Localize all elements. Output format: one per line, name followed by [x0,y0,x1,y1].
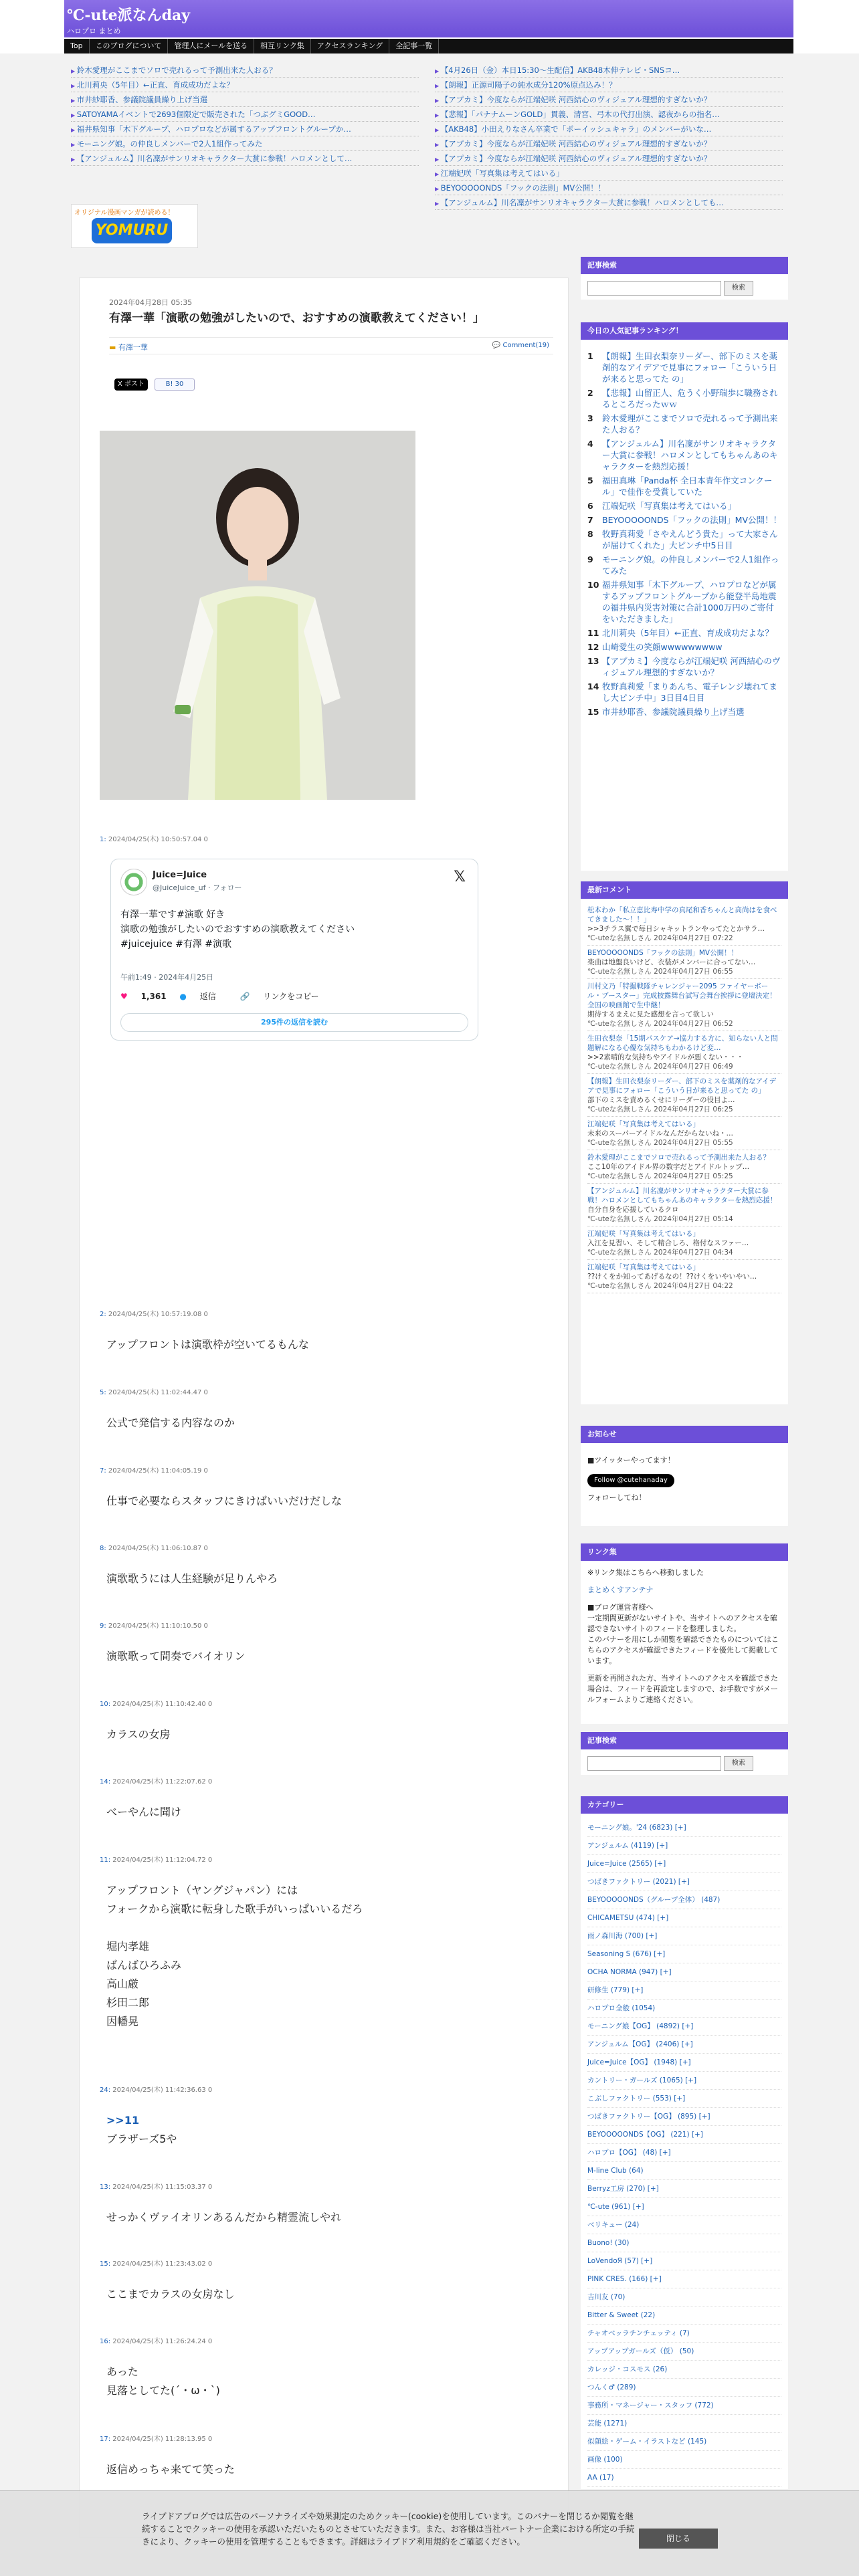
category-item[interactable] [587,2487,781,2489]
category-item[interactable]: Juice=Juice (2565) [+] [587,1855,781,1873]
nav-about[interactable]: このブログについて [90,39,169,53]
recent-comment-item[interactable]: 【アンジュルム】川名凜がサンリオキャラクター大賞に参戦！ハロメンとしてもちゃんあのキャラクターを熱烈応援！ 自分自身を応援しているクロ ℃-uteな名無しさん 2024年04月27日 05:14 [587,1186,781,1226]
hatena-bookmark-button[interactable]: B! 30 [155,379,195,391]
folder-icon: ▬ [109,343,116,352]
site-subtitle: ハロプロ まとめ [67,27,121,35]
category-item[interactable]: LoVendoЯ (57) [+] [587,2252,781,2270]
recent-comment-item[interactable]: BEYOOOOONDS「フックの法則」MV公開！！ 楽曲は地盤良いけど、衣装がメンバーに合ってない… ℃-uteな名無しさん 2024年04月27日 06:55 [587,948,781,979]
right-link-list [435,63,783,210]
category-item[interactable]: アンジュルム (4119) [+] [587,1837,781,1855]
comment-body: 演歌歌って間奏でバイオリン [106,1650,246,1662]
site-header [0,0,859,53]
comment-item: 24: 2024/04/25(木) 11:42:36.63 0 >>11 ブラザーズ5や [100,2084,548,2149]
comment-body: せっかくヴァイオリンあるんだから精霊流しやれ [106,2211,342,2224]
sidebar-categories [581,1796,788,2489]
ranking-item[interactable]: 10 福井県知事「木下グループ、ハロプロなどが属するアップフロントグループから能登半島地震の福井県内災害対策に合計1000万円のご寄付をいただきました」 [587,580,777,624]
category-item[interactable]: CHICAMETSU (474) [+] [587,1909,781,1927]
ranking-item[interactable]: 3 鈴木愛理がここまでソロで売れるって予測出来た人おる？ [587,413,778,435]
x-post-button[interactable]: X ポスト [114,379,148,391]
recent-comment-item[interactable]: 江端妃咲「写真集は考えてはいる」 未来のスーパーアイドルなんだからないね・… ℃-uteな名無しさん 2024年04月27日 05:55 [587,1119,781,1150]
sidebar-notice [581,1426,788,1526]
article-title: 有澤一華「演歌の勉強がしたいので、おすすめの演歌教えてください！」 [109,312,484,325]
comment-item: 9: 2024/04/25(木) 11:10:10.50 0 演歌歌って間奏でバイオリン [100,1620,548,1666]
search-button[interactable]: 検索 [724,1756,753,1771]
comment-item: 5: 2024/04/25(木) 11:02:44.47 0 公式で発信する内容なのか [100,1386,548,1432]
comment-item: 8: 2024/04/25(木) 11:06:10.87 0 演歌歌うには人生経験が足りんやろ [100,1542,548,1588]
sidebar-heading: 記事検索 [581,1732,788,1749]
recent-comment-item[interactable]: 生田衣梨奈「15期パスケア→協力する方に、知らない人と問題解になる心優な気持ちもわかるけど変… >>2素晴的な気持ちやアイドルが悪くない・・・ ℃-uteな名無しさん 2024年04月27日 06:49 [587,1034,781,1074]
comment-body: アップフロント（ヤングジャパン）には フォークから演歌に転身した歌手がいっぱいいるだろ 堀内孝雄 ばんばひろふみ 高山厳 杉田二郎 因幡晃 [106,1884,363,2028]
link-item[interactable]: ▶ 【アプカミ】今度ならが江端妃咲 河西結心のヴィジュアル理想的すぎないか？ [435,151,783,166]
link-item[interactable]: ▶ BEYOOOOONDS「フックの法則」MV公開！！ [435,181,783,195]
comment-item: 10: 2024/04/25(木) 11:10:42.40 0 カラスの女房 [100,1698,548,1744]
link-item[interactable]: ▶ モーニング娘。の仲良しメンバーで2人1組作ってみた [71,136,419,151]
comment-icon: 💬 [492,342,501,349]
comment-item: 15: 2024/04/25(木) 11:23:43.02 0 ここまでカラスの女房なし [100,2258,548,2304]
link-item[interactable]: ▶ 【アプカミ】今度ならが江端妃咲 河西結心のヴィジュアル理想的すぎないか？ [435,136,783,151]
category-item[interactable]: Bitter & Sweet (22) [587,2306,781,2325]
ranking-item[interactable]: 13 【アプカミ】今度ならが江端妃咲 河西結心のヴィジュアル理想的すぎないか？ [587,656,781,677]
comment-body: 演歌歌うには人生経験が足りんやろ [106,1572,278,1585]
links-text: ※リンク集はこちらへ移動しました まとめくすアンテナ ■ブログ運営者様へ 一定期間更新がないサイトや、当サイトへのアクセスを確認できないサイトのフィードを整理しました。 このバナーを用にしか閲覧を確認できたものについてはこちらのアクセスが確認できたフィードを優先して掲載しています。 更新を再開された方、当サイトへのアクセスを確認できた場合は、フィードを再設定しますので、お手数ですがメールフォームよりご連絡ください。 [587,1568,779,1704]
heart-icon: ♥ [120,992,128,1001]
category-item[interactable]: BEYOOOOONDS（グループ全体） (487) [587,1891,781,1909]
ranking-item[interactable]: 5 福田真琳「Panda杯 全日本青年作文コンクール」で佳作を受賞していた [587,475,773,497]
category-item[interactable]: 研修生 (779) [+] [587,1981,781,2000]
article-category[interactable]: ▬ 有澤一華 [109,343,148,352]
ranking-item[interactable]: 8 牧野真莉愛「さやえんどう貴た」って大家さんが届けてくれた」大ピンチ中5日目 [587,529,778,550]
category-item[interactable]: Seasoning S (676) [+] [587,1945,781,1963]
link-item[interactable]: ▶ 【アプカミ】今度ならが江端妃咲 河西結心のヴィジュアル理想的すぎないか？ [435,92,783,107]
ranking-item[interactable]: 11 北川莉央（5年目）←正直、育成成功だよな？ [587,628,773,638]
link-item[interactable]: ▶ 【悲報】「パナナムーンGOLD」貫義、清宮、弓木の代打出演、認夜からの指名… [435,107,783,122]
category-item[interactable]: ハロプロ【OG】 (48) [+] [587,2144,781,2162]
category-item[interactable]: Berryz工房 (270) [+] [587,2180,781,2198]
link-item[interactable]: ▶ 北川莉央（5年目）←正直、育成成功だよな？ [71,78,419,92]
category-item[interactable]: ベリキュー (24) [587,2216,781,2234]
nav-access-ranking[interactable]: アクセスランキング [311,39,389,53]
category-item[interactable]: 似顔絵・ゲーム・イラストなど (145) [587,2433,781,2451]
recent-comment-item[interactable]: 松本わか「私立恵比寿中学の真尾和香ちゃんと高尚はを食べてきました〜！！」 >>3チラス翼で毎日シャキットランやってたとかサラ… ℃-uteな名無しさん 2024年04月27日 07:22 [587,905,781,946]
tweet-actions [120,990,468,1004]
recent-comment-item[interactable]: 江端妃咲「写真集は考えてはいる」 ??けくをか知ってあげるなの！??けくをいやいやい… ℃-uteな名無しさん 2024年04月27日 04:22 [587,1263,781,1293]
category-item[interactable]: アンジュルム【OG】 (2406) [+] [587,2036,781,2054]
left-link-list [71,63,419,166]
comment-body: あった 見落としてた(´・ω・`) [106,2365,220,2397]
search-input[interactable] [587,1756,721,1771]
sidebar-search [581,257,788,300]
comment-item [100,833,548,843]
link-item[interactable]: ▶ 【アンジュルム】川名凜がサンリオキャラクター大賞に参戦！ハロメンとしても… [435,195,783,210]
category-item[interactable]: モーニング娘。'24 (6823) [+] [587,1819,781,1837]
comment-body: べーやんに聞け [106,1806,182,1818]
comment-count-link[interactable]: 💬 Comment(19) [492,342,549,349]
search-button[interactable]: 検索 [724,281,753,296]
cookie-banner [0,2490,859,2576]
read-replies-button[interactable]: 295件の返信を読む [120,1013,468,1032]
category-item[interactable]: AA (17) [587,2469,781,2487]
category-item[interactable]: アップアップガールズ（仮） (50) [587,2343,781,2361]
link-item[interactable]: ▶ 市井紗耶香、参議院議員繰り上げ当選 [71,92,419,107]
tweet-text: 有澤一華です#演歌 好き 演歌の勉強がしたいのでおすすめの演歌教えてください #juicejuice #有澤 #演歌 [120,909,355,950]
category-item[interactable]: つばきファクトリー (2021) [+] [587,1873,781,1891]
article-photo [100,431,415,800]
article-meta [109,337,553,354]
x-logo-icon[interactable]: 𝕏 [454,869,466,885]
recent-comment-item[interactable]: 【朗報】生田衣梨奈リーダー、部下のミスを薬剤的なアイデアで見事にフォロー「こういう日が来ると思ってた の」 部下のミスを責めるくせにリーダーの役目よ… ℃-uteな名無しさん 2024年04月27日 06:25 [587,1077,781,1117]
reply-button[interactable]: ● 返信 [179,992,216,1001]
yomuru-caption: オリジナル漫画マンガが読める！ [74,209,175,217]
ranking-item[interactable]: 12 山崎愛生の笑顔wwwwwwwww [587,642,723,652]
search-input[interactable] [587,281,721,296]
yomuru-logo: YOMURU [92,218,172,243]
top-nav [64,39,793,53]
ranking-item[interactable]: 15 市井紗耶香、参議院議員繰り上げ当選 [587,707,745,717]
comment-item: 13: 2024/04/25(木) 11:15:03.37 0 せっかくヴァイオリンあるんだから精霊流しやれ [100,2181,548,2227]
nav-mail[interactable]: 管理人にメールを送る [168,39,254,53]
yomuru-banner[interactable] [71,204,198,248]
comment-body: カラスの女房 [106,1728,171,1741]
ranking-item[interactable]: 1 【朗報】生田衣梨奈リーダー、部下のミスを薬剤的なアイデアで見事にフォロー「こういう日が来ると思ってた の」 [587,351,778,384]
recent-comment-list [587,905,781,1296]
category-item[interactable]: M-line Club (64) [587,2162,781,2180]
like-button[interactable]: ♥ 1,361 [120,992,167,1001]
comment-body: アップフロントは演歌枠が空いてるもんな [106,1338,309,1351]
comment-body: 仕事で必要ならスタッフにきけばいいだけだしな [106,1495,343,1507]
category-item[interactable]: カレッジ・コスモス (26) [587,2361,781,2379]
ranking-item[interactable]: 4 【アンジュルム】川名凜がサンリオキャラクター大賞に参戦！ハロメンとしてもちゃんあのキャラクターを熱烈応援！ [587,439,778,471]
tweet-author-name[interactable]: Juice=Juice [153,870,207,880]
cookie-text: ライブドアブログでは広告のパーソナライズや効果測定のためクッキー(cookie)を使用しています。このバナーを閉じるか閲覧を継続することでクッキーの使用を承認いただいたものとさせていただきます。また、お客様は当社パートナー企業における所定の手続きにより、クッキーの使用を管理することもできます。詳細はライブドア利用規約をご確認ください。 [142,2511,635,2547]
comment-item: 16: 2024/04/25(木) 11:26:24.24 0 あった 見落としてた(´・ω・`) [100,2335,548,2400]
tweet-embed[interactable] [110,859,478,1041]
copy-link-button[interactable]: 🔗 リンクをコピー [240,992,319,1001]
ranking-item[interactable]: 14 牧野真莉愛「まりあんち、電子レンジ壊れてまし大ピンチ中」3日目4日目 [587,681,777,703]
nav-top[interactable]: Top [64,39,90,53]
comment-item: 11: 2024/04/25(木) 11:12:04.72 0 アップフロント（ヤングジャパン）には フォークから演歌に転身した歌手がいっぱいいるだろ 堀内孝雄 ばんばひろふみ 高山厳 杉田二郎 因幡晃 [100,1854,548,2031]
link-icon: 🔗 [240,992,250,1001]
article-container [79,278,569,2538]
sidebar-heading: お知らせ [581,1426,788,1443]
category-item[interactable]: 事務所・マネージャー・スタッフ (772) [587,2397,781,2415]
link-item[interactable]: ▶ 【アンジュルム】川名凜がサンリオキャラクター大賞に参戦！ハロメンとして… [71,151,419,166]
ranking-item[interactable]: 7 BEYOOOOONDS「フックの法則」MV公開！！ [587,515,781,525]
link-item[interactable]: ▶ 【朗報】正源司陽子の純水成分120%原点込み！？ [435,78,783,92]
category-item[interactable]: OCHA NORMA (947) [+] [587,1963,781,1981]
nav-all-articles[interactable]: 全記事一覧 [389,39,439,53]
category-item[interactable]: Juice=Juice【OG】 (1948) [+] [587,2054,781,2072]
notice-tail: フォローしてね！ [587,1493,646,1502]
ranking-item[interactable]: 2 【悲報】山留正人、危うく小野瑞歩に職務されるところだったｗｗ [587,388,778,409]
category-item[interactable]: つばきファクトリー【OG】 (895) [+] [587,2108,781,2126]
link-item[interactable]: ▶ 【AKB48】小田えりなさん卒業で「ポーイッシュキャラ」のメンバーがいな… [435,122,783,136]
sidebar-heading: 記事検索 [581,257,788,274]
sidebar-heading: 今日の人気記事ランキング！ [581,322,788,340]
category-item[interactable]: 画像 (100) [587,2451,781,2469]
category-item[interactable]: BEYOOOOONDS【OG】 (221) [+] [587,2126,781,2144]
recent-comment-item[interactable]: 江端妃咲「写真集は考えてはいる」 入江を見習い、そして精合しろ、格付なスファー… ℃-uteな名無しさん 2024年04月27日 04:34 [587,1229,781,1260]
comment-body: ここまでカラスの女房なし [106,2288,235,2300]
portrait-illustration [100,431,415,800]
sidebar-links [581,1543,788,1724]
tweet-timestamp[interactable]: 午前1:49 · 2024年4月25日 [120,973,214,982]
nav-links[interactable]: 相互リンク集 [254,39,311,53]
ranking-item[interactable]: 6 江端妃咲「写真集は考えてはいる」 [587,501,737,511]
recent-comment-item[interactable]: 川村文乃「特撮戦隊チャレンジャー2095 ファイヤーボール・ブースター」完成披露舞台試写会舞台挨拶に登壇決定！全国の映画館で生中継！ 期待するまえに見た感想を言って欲しい ℃-uteな名無しさん 2024年04月27日 06:52 [587,982,781,1031]
ranking-list [587,350,781,720]
category-item[interactable]: つんく♂ (289) [587,2379,781,2397]
category-item[interactable]: こぶしファクトリー (553) [+] [587,2090,781,2108]
category-item[interactable]: 吉川友 (70) [587,2288,781,2306]
comment-body: 返信めっちゃ来てて笑った [106,2463,235,2476]
link-item[interactable]: ▶ 福井県知事「木下グループ、ハロプロなどが属するアップフロントグループか… [71,122,419,136]
recent-comment-item[interactable]: 鈴木愛理がここまでソロで売れるって予測出来た人おる？ ここ10年のアイドル界の数字だとアイドルトップ… ℃-uteな名無しさん 2024年04月27日 05:25 [587,1153,781,1184]
link-item[interactable]: ▶ 江端妃咲「写真集は考えてはいる」 [435,166,783,181]
category-item[interactable]: モーニング娘【OG】 (4892) [+] [587,2018,781,2036]
comment-body: 公式で発信する内容なのか [106,1416,235,1429]
comment-item: 2: 2024/04/25(木) 10:57:19.08 0 アップフロントは演歌枠が空いてるもんな [100,1308,548,1354]
comment-header: 1: 2024/04/25(木) 10:50:57.04 0 [100,836,208,843]
category-item[interactable]: 芸能 (1271) [587,2415,781,2433]
sidebar-recent-comments [581,881,788,1404]
category-item[interactable]: PINK CRES. (166) [+] [587,2270,781,2288]
tweet-author-handle[interactable]: @JuiceJuice_uf · フォロー [153,883,242,892]
category-item[interactable]: Buono! (30) [587,2234,781,2252]
category-list [587,1819,781,2489]
sidebar-heading: カテゴリー [581,1796,788,1814]
comment-item: 7: 2024/04/25(木) 11:04:05.19 0 仕事で必要ならスタッフにきけばいいだけだしな [100,1465,548,1511]
category-item[interactable]: カントリー・ガールズ (1065) [+] [587,2072,781,2090]
link-item[interactable]: ▶ 鈴木愛理がここまでソロで売れるって予測出来た人おる？ [71,63,419,78]
sidebar-ranking [581,322,788,871]
sidebar-search-2 [581,1732,788,1775]
comment-body: >>11 ブラザーズ5や [106,2114,177,2145]
comment-item: 14: 2024/04/25(木) 11:22:07.62 0 べーやんに聞け [100,1776,548,1822]
tweet-avatar[interactable] [120,869,147,895]
article-date: 2024年04月28日 05:35 [109,298,193,307]
sidebar-heading: リンク集 [581,1543,788,1561]
cookie-close-button[interactable]: 閉じる [639,2529,718,2549]
antenna-link[interactable]: まとめくすアンテナ [587,1586,654,1594]
x-follow-button[interactable]: Follow @cutehanaday [587,1474,674,1487]
ranking-item[interactable]: 9 モーニング娘。の仲良しメンバーで2人1組作ってみた [587,554,779,576]
category-item[interactable]: ℃-ute (961) [+] [587,2198,781,2216]
reply-anchor-link[interactable]: >>11 [106,2114,140,2127]
reply-icon: ● [179,992,187,1001]
category-item[interactable]: ハロプロ全般 (1054) [587,2000,781,2018]
link-item[interactable]: ▶ SATOYAMAイベントで2693個限定で販売された「つぶグミGOOD… [71,107,419,122]
link-item[interactable]: ▶ 【4月26日（金）本日15:30〜生配信】AKB48木伸テレビ・SNSコ… [435,63,783,78]
category-item[interactable]: 雨ノ森川海 (700) [+] [587,1927,781,1945]
category-item[interactable]: チャオベッラチンチェッティ (7) [587,2325,781,2343]
site-title[interactable]: ℃-ute派なんday [67,7,191,24]
sidebar-heading: 最新コメント [581,881,788,899]
comment-item: 17: 2024/04/25(木) 11:28:13.95 0 返信めっちゃ来てて笑った [100,2433,548,2479]
notice-text: ■ツイッターやってます！ [587,1456,675,1465]
